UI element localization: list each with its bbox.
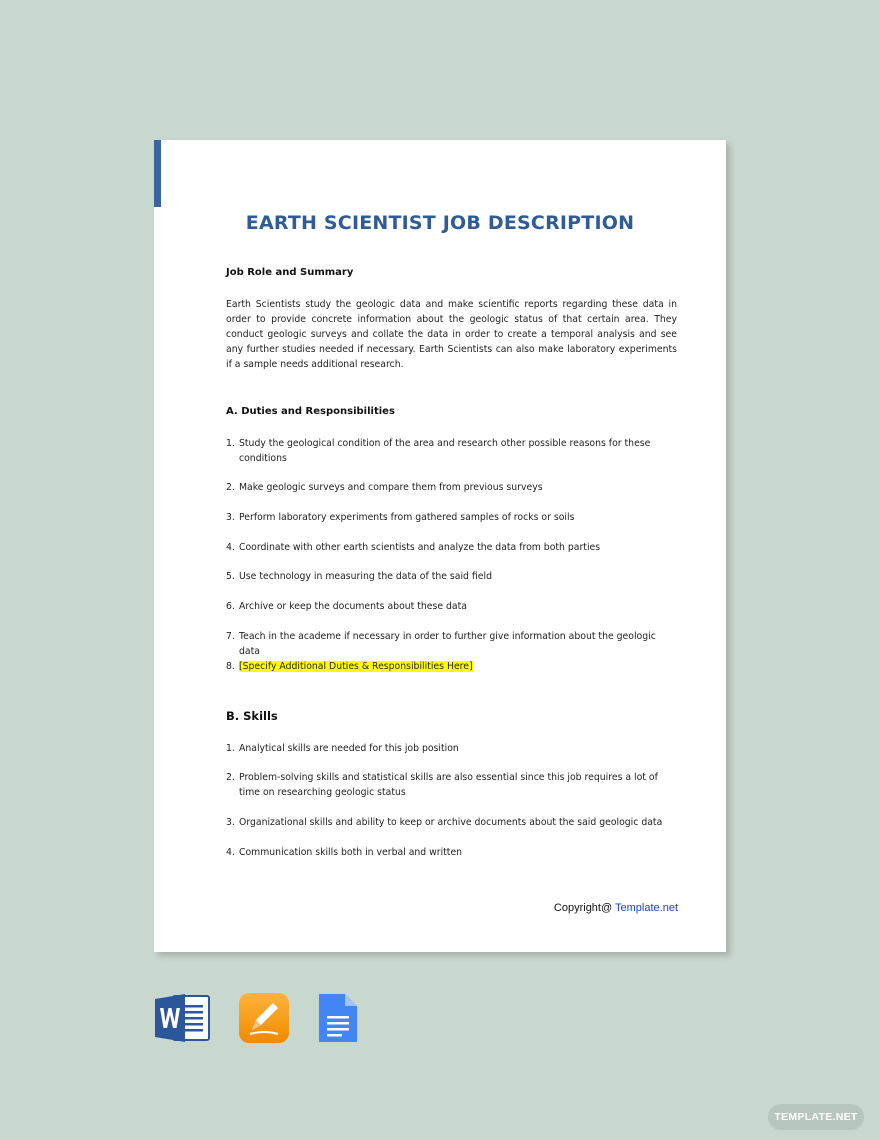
- word-icon[interactable]: [155, 993, 211, 1048]
- list-item: [226, 630, 677, 659]
- list-text: Problem-solving skills and statistical skills are also essential since this job requires a lot of time on researching geologic status: [239, 772, 658, 798]
- google-docs-icon[interactable]: [317, 992, 359, 1049]
- skills-heading: B. Skills: [226, 709, 278, 723]
- placeholder-highlight: [Specify Additional Duties & Responsibilities Here]: [239, 661, 473, 672]
- list-item: [226, 600, 677, 615]
- list-item: [226, 570, 677, 585]
- list-item: [226, 816, 677, 831]
- list-number: 2.: [226, 772, 235, 783]
- list-text: Perform laboratory experiments from gathered samples of rocks or soils: [239, 512, 575, 523]
- accent-bar: [154, 140, 161, 207]
- list-text: Archive or keep the documents about these data: [239, 601, 467, 612]
- pages-icon[interactable]: [238, 992, 290, 1049]
- list-number: 6.: [226, 601, 235, 612]
- list-number: 1.: [226, 743, 235, 754]
- list-text: Use technology in measuring the data of the said field: [239, 571, 492, 582]
- list-number: 1.: [226, 438, 235, 449]
- summary-text: Earth Scientists study the geologic data and make scientific reports regarding these data in order to provide concrete information about the geologic status of that certain area. They conduct geologic surveys and collate the data in order to create a temporal analysis and see any further studies needed if necessary. Earth Scientists can also make laboratory experiments if a sample needs additional research.: [226, 299, 677, 370]
- list-item: [226, 437, 677, 466]
- summary-heading: Job Role and Summary: [226, 267, 354, 278]
- list-text: Study the geological condition of the area and research other possible reasons for these conditions: [239, 438, 651, 464]
- duties-heading: A. Duties and Responsibilities: [226, 406, 395, 417]
- list-item: [226, 541, 677, 556]
- document-page: [154, 140, 726, 952]
- list-number: 3.: [226, 512, 235, 523]
- list-item: [226, 511, 677, 526]
- list-number: 7.: [226, 631, 235, 642]
- list-number: 5.: [226, 571, 235, 582]
- list-item: [226, 660, 677, 675]
- list-text: Make geologic surveys and compare them from previous surveys: [239, 482, 543, 493]
- list-number: 3.: [226, 817, 235, 828]
- list-item: [226, 742, 677, 757]
- list-text: Communication skills both in verbal and written: [239, 847, 463, 858]
- list-text: Organizational skills and ability to keep or archive documents about the said geologic data: [239, 817, 663, 828]
- copyright-link[interactable]: Template.net: [615, 902, 678, 914]
- list-number: 8.: [226, 661, 235, 672]
- template-net-badge[interactable]: TEMPLATE.NET: [768, 1104, 864, 1130]
- list-number: 4.: [226, 542, 235, 553]
- list-item: [226, 481, 677, 496]
- list-item: [226, 846, 677, 861]
- copyright: [554, 902, 678, 914]
- document-title: EARTH SCIENTIST JOB DESCRIPTION: [245, 212, 635, 234]
- list-text: Coordinate with other earth scientists and analyze the data from both parties: [239, 542, 601, 553]
- list-item: [226, 771, 677, 800]
- list-text: Analytical skills are needed for this job position: [239, 743, 459, 754]
- list-number: 2.: [226, 482, 235, 493]
- copyright-prefix: Copyright@: [553, 902, 616, 914]
- list-text: Teach in the academe if necessary in order to further give information about the geologic data: [239, 631, 656, 657]
- list-number: 4.: [226, 847, 235, 858]
